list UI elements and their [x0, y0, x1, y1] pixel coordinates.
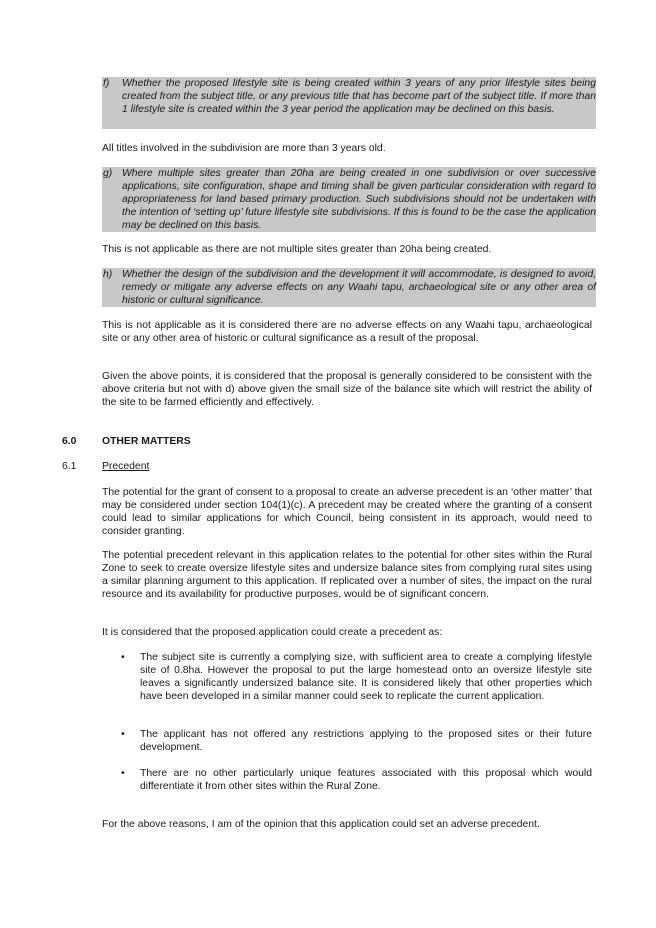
bullet-marker: • — [121, 768, 125, 779]
bullet-item-1: The subject site is currently a complying size, with sufficient area to create a complying lifestyle site of 0.8ha. However the proposal to put the large homestead onto an oversize lifestyle site leaves a significantly undersized balance site. It is considered likely that other properties which have been developed in a similar manner could seek to replicate the current application. — [140, 652, 592, 702]
criterion-h-box — [102, 268, 596, 307]
criterion-g-box — [102, 167, 596, 232]
criterion-f-text: Whether the proposed lifestyle site is being created within 3 years of any prior lifestyle sites being created from the subject title, or any previous title that has become part of the subject title. If more than 1 lifestyle site is created within the 3 year period the application may be declined on this basis. — [122, 78, 596, 115]
subsection-number: 6.1 — [62, 461, 77, 472]
bullet-marker: • — [121, 729, 125, 740]
criteria-summary: Given the above points, it is considered that the proposal is generally considered to be consistent with the above criteria but not with d) above given the small size of the balance site which will restrict the ability of the site to be farmed efficiently and effectively. — [102, 371, 592, 408]
subsection-title: Precedent — [102, 461, 150, 472]
bullet-marker: • — [121, 652, 125, 663]
precedent-para-3: It is considered that the proposed application could create a precedent as: — [102, 627, 443, 638]
section-number: 6.0 — [62, 436, 77, 447]
precedent-para-2: The potential precedent relevant in this application relates to the potential for other sites within the Rural Zone to seek to create oversize lifestyle sites and undersize balance sites from complying rural sites using a similar planning argument to this application. If replicated over a number of sites, the impact on the rural resource and its availability for productive purposes, would be of significant concern. — [102, 550, 592, 600]
criterion-f-response: All titles involved in the subdivision are more than 3 years old. — [102, 143, 386, 154]
criterion-g-label: g) — [103, 168, 113, 179]
criterion-f-box — [102, 77, 596, 129]
criterion-f-label: f) — [103, 78, 110, 89]
bullet-item-3: There are no other particularly unique features associated with this proposal which would differentiate it from other sites within the Rural Zone. — [140, 768, 592, 792]
section-title: OTHER MATTERS — [102, 436, 191, 447]
criterion-h-label: h) — [103, 269, 113, 280]
bullet-item-2: The applicant has not offered any restrictions applying to the proposed sites or their future development. — [140, 729, 592, 753]
criterion-g-text: Where multiple sites greater than 20ha are being created in one subdivision or over successive applications, site configuration, shape and timing shall be given particular consideration with regard to appropriateness for land based primary production. Such subdivisions should not be undertaken with the intention of ‘setting up’ future lifestyle site subdivisions. If this is found to be the case the application may be declined on this basis. — [122, 168, 596, 231]
conclusion: For the above reasons, I am of the opinion that this application could set an adverse precedent. — [102, 819, 540, 830]
precedent-para-1: The potential for the grant of consent to a proposal to create an adverse precedent is an ‘other matter’ that may be considered under section 104(1)(c). A precedent may be created where the granting of a consent could lead to similar applications for which Council, being consistent in its approach, would need to consider granting. — [102, 487, 592, 537]
criterion-g-response: This is not applicable as there are not multiple sites greater than 20ha being created. — [102, 244, 492, 255]
criterion-h-text: Whether the design of the subdivision and the development it will accommodate, is designed to avoid, remedy or mitigate any adverse effects on any Waahi tapu, archaeological site or any other area of historic or cultural significance. — [122, 269, 596, 306]
criterion-h-response: This is not applicable as it is considered there are no adverse effects on any Waahi tapu, archaeological site or any other area of historic or cultural significance as a result of the proposal. — [102, 320, 592, 344]
